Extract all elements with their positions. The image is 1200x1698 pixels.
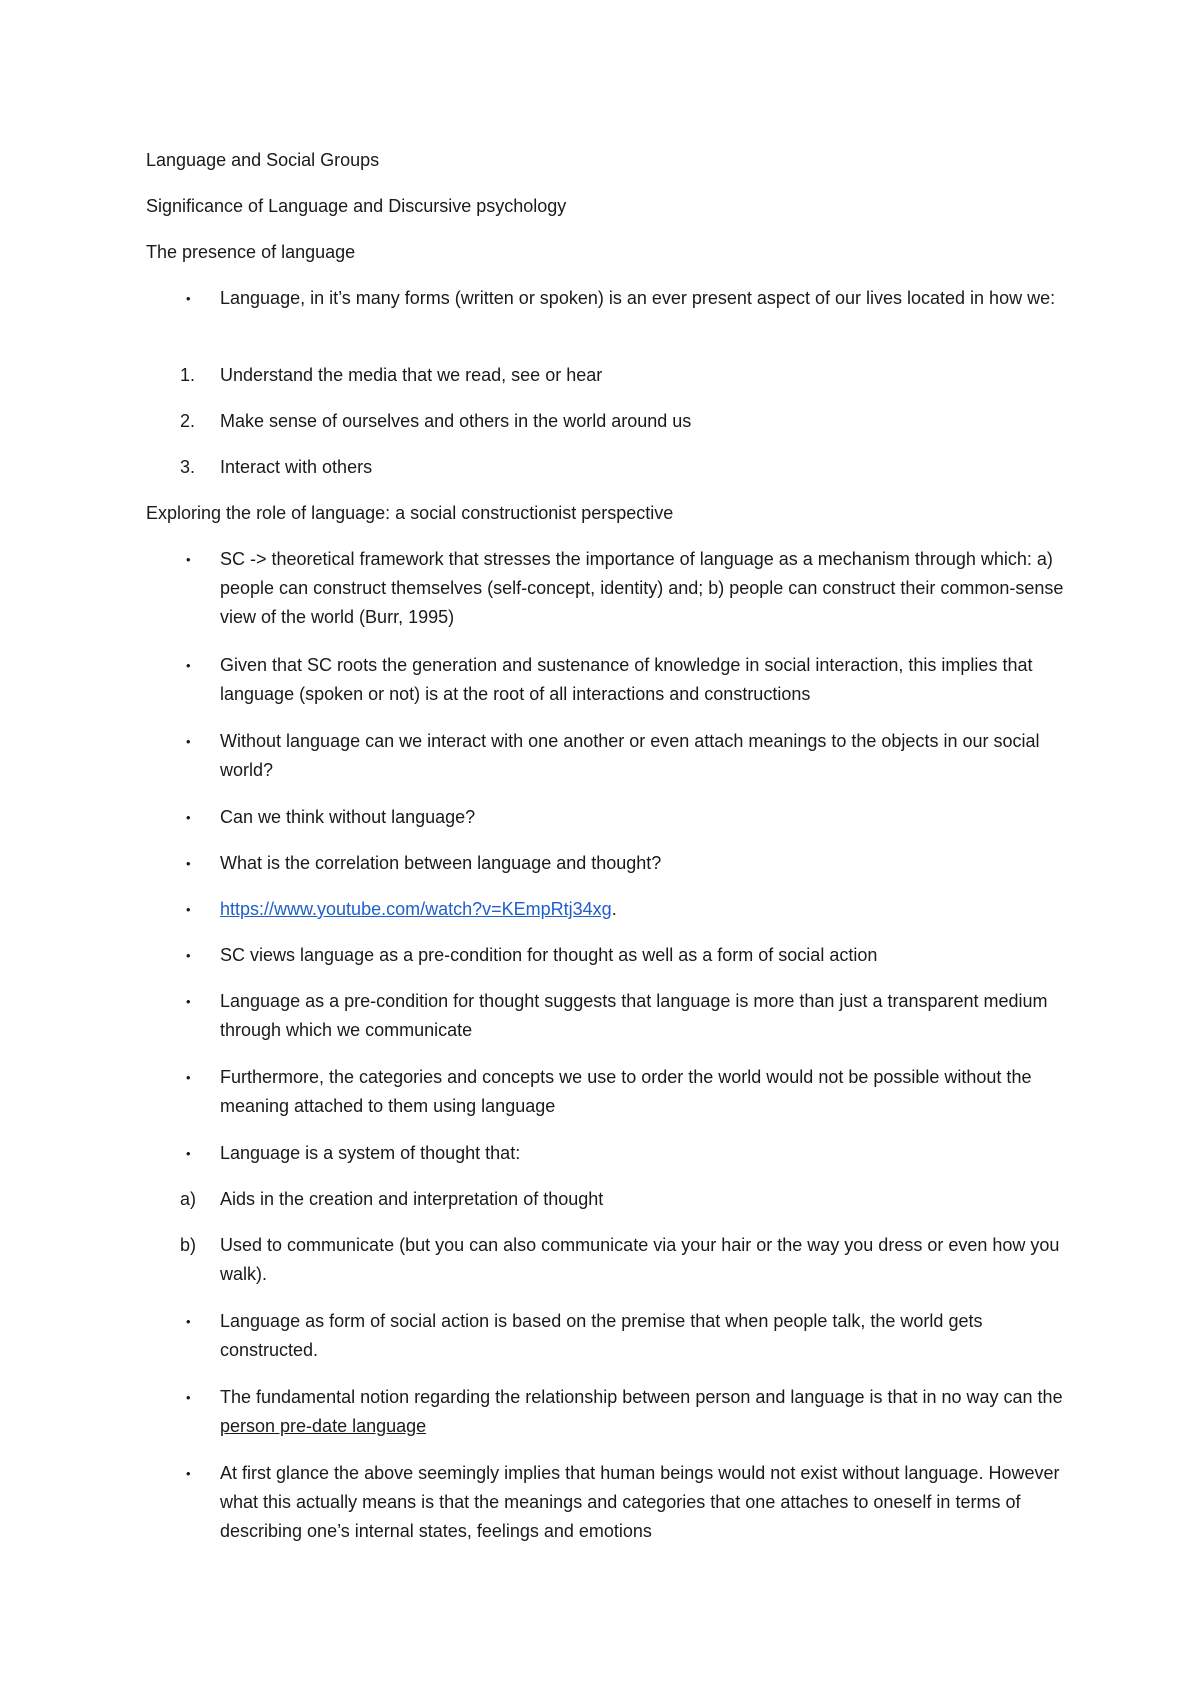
bullet-marker: • bbox=[186, 1070, 191, 1085]
list-item-text: Given that SC roots the generation and sustenance of knowledge in social interaction, this implies that language (spoken or not) is at the root of all interactions and constructions bbox=[220, 655, 1033, 704]
underlined-phrase: person pre-date language bbox=[220, 1416, 427, 1436]
bullet-marker: • bbox=[186, 856, 191, 871]
list-item-text: Furthermore, the categories and concepts we use to order the world would not be possible without the meaning attached to them using language bbox=[220, 1067, 1032, 1116]
bullet-marker: • bbox=[186, 1390, 191, 1405]
document-subtitle: Significance of Language and Discursive psychology bbox=[146, 196, 567, 216]
number-marker: 2. bbox=[180, 411, 196, 431]
list-item-text: SC -> theoretical framework that stresses the importance of language as a mechanism through which: a) people can construct themselves (self-concept, identity) and; b) people can construct their common-sense view of the world (Burr, 1995) bbox=[220, 549, 1064, 627]
list-item-text: At first glance the above seemingly implies that human beings would not exist without language. However what this actually means is that the meanings and categories that one attaches to oneself in terms of describing one’s internal states, feelings and emotions bbox=[220, 1463, 1060, 1541]
bullet-marker: • bbox=[186, 291, 191, 306]
bullet-marker: • bbox=[186, 902, 191, 917]
link-trailing-period: . bbox=[611, 899, 617, 919]
section-heading-presence: The presence of language bbox=[146, 242, 356, 262]
letter-marker: b) bbox=[180, 1235, 197, 1255]
bullet-marker: • bbox=[186, 552, 191, 567]
document-title: Language and Social Groups bbox=[146, 150, 380, 170]
list-item-text: Aids in the creation and interpretation of thought bbox=[220, 1189, 604, 1209]
list-item-text: Language as form of social action is based on the premise that when people talk, the world gets constructed. bbox=[220, 1311, 983, 1360]
bullet-marker: • bbox=[186, 734, 191, 749]
list-item-text: Make sense of ourselves and others in the world around us bbox=[220, 411, 692, 431]
list-item-text: Language, in it’s many forms (written or spoken) is an ever present aspect of our lives located in how we: bbox=[220, 288, 1056, 308]
list-item-text: Used to communicate (but you can also communicate via your hair or the way you dress or even how you walk). bbox=[220, 1235, 1060, 1284]
bullet-marker: • bbox=[186, 1146, 191, 1161]
bullet-marker: • bbox=[186, 994, 191, 1009]
youtube-link[interactable]: https://www.youtube.com/watch?v=KEmpRtj34xg bbox=[220, 899, 612, 919]
list-item-text: Understand the media that we read, see or hear bbox=[220, 365, 603, 385]
letter-marker: a) bbox=[180, 1189, 197, 1209]
bullet-marker: • bbox=[186, 1314, 191, 1329]
bullet-marker: • bbox=[186, 1466, 191, 1481]
bullet-marker: • bbox=[186, 810, 191, 825]
bullet-marker: • bbox=[186, 948, 191, 963]
list-item-text: Without language can we interact with one another or even attach meanings to the objects in our social world? bbox=[220, 731, 1040, 780]
list-item-text-part: The fundamental notion regarding the relationship between person and language is that in no way can the bbox=[220, 1387, 1063, 1407]
list-item-text bbox=[220, 1383, 1075, 1441]
number-marker: 3. bbox=[180, 457, 196, 477]
section-heading-role: Exploring the role of language: a social constructionist perspective bbox=[146, 503, 674, 523]
list-item-text: Can we think without language? bbox=[220, 807, 476, 827]
list-item-text: SC views language as a pre-condition for thought as well as a form of social action bbox=[220, 945, 878, 965]
bullet-marker: • bbox=[186, 658, 191, 673]
list-item-text: Language is a system of thought that: bbox=[220, 1143, 521, 1163]
list-item-text bbox=[220, 895, 1075, 924]
number-marker: 1. bbox=[180, 365, 196, 385]
list-item-text: What is the correlation between language and thought? bbox=[220, 853, 662, 873]
list-item-text: Interact with others bbox=[220, 457, 373, 477]
list-item-text: Language as a pre-condition for thought suggests that language is more than just a transparent medium through which we communicate bbox=[220, 991, 1048, 1040]
